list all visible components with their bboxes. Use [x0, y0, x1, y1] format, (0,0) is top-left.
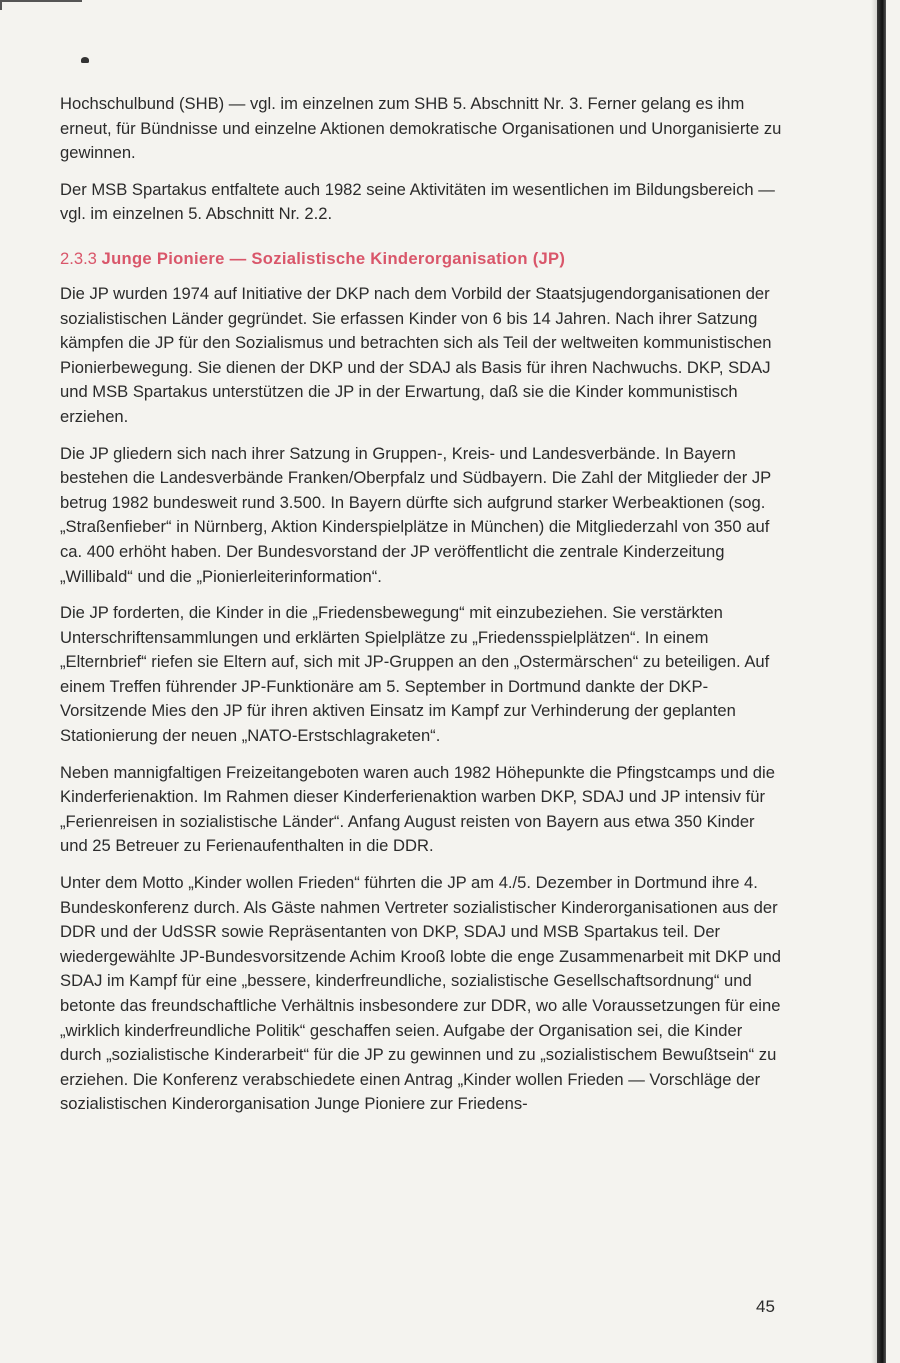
corner-mark: [0, 0, 82, 10]
paragraph-msb: Der MSB Spartakus entfaltete auch 1982 seine Aktivitäten im wesentlichen im Bildungsbereich — vgl. im einzelnen 5. Abschnitt Nr. 2.2.: [60, 179, 775, 224]
page-content: [60, 92, 782, 1129]
binding-edge: [877, 0, 886, 1363]
section-heading: [60, 247, 782, 271]
section-number: 2.3.3: [60, 248, 97, 268]
paragraph-peace-movement: Die JP forderten, die Kinder in die „Friedensbewegung“ mit einzubeziehen. Sie verstärkten Unterschriftensammlungen und erklärten Spielplätze zu „Friedensspielplätzen“. In einem „Elternbrief“ riefen sie Eltern auf, sich mit JP-Gruppen an den „Ostermärschen“ zu beteiligen. Auf einem Treffen führender JP-Funktionäre am 5. September in Dortmund dankte der DKP-Vorsitzende Mies den JP für ihren aktiven Einsatz im Kampf zur Verhinderung der geplanten Stationierung der neuen „NATO-Erstschlagraketen“.: [60, 603, 770, 746]
page-number: 45: [756, 1297, 775, 1316]
paragraph-shb: Hochschulbund (SHB) — vgl. im einzelnen zum SHB 5. Abschnitt Nr. 3. Ferner gelang es ihm erneut, für Bündnisse und einzelne Aktionen demokratische Organisationen und Unorganisierte zu gewinnen.: [60, 94, 782, 163]
paragraph-founding: Die JP wurden 1974 auf Initiative der DKP nach dem Vorbild der Staatsjugendorganisationen der sozialistischen Länder gegründet. Sie erfassen Kinder von 6 bis 14 Jahren. Nach ihrer Satzung kämpfen die JP für den Sozialismus und betrachten sich als Teil der weltweiten kommunistischen Pionierbewegung. Sie dienen der DKP und der SDAJ als Basis für ihren Nachwuchs. DKP, SDAJ und MSB Spartakus unterstützen die JP in der Erwartung, daß sie die Kinder kommunistisch erziehen.: [60, 283, 772, 426]
section-title: Junge Pioniere — Sozialistische Kinderorganisation (JP): [101, 248, 566, 268]
paragraph-leisure: Neben mannigfaltigen Freizeitangeboten waren auch 1982 Höhepunkte die Pfingstcamps und die Kinderferienaktion. Im Rahmen dieser Kinderferienaktion warben DKP, SDAJ und JP intensiv für „Ferienreisen in sozialistische Länder“. Anfang August reisten von Bayern aus etwa 350 Kinder und 25 Betreuer zu Ferienaufenthalten in die DDR.: [60, 762, 775, 856]
ink-speck: [81, 57, 89, 63]
paragraph-conference: Unter dem Motto „Kinder wollen Frieden“ führten die JP am 4./5. Dezember in Dortmund ihre 4. Bundeskonferenz durch. Als Gäste nahmen Vertreter sozialistischer Kinderorganisationen aus der DDR und der UdSSR sowie Repräsentanten von DKP, SDAJ und MSB Spartakus teil. Der wiedergewählte JP-Bundesvorsitzende Achim Krooß lobte die enge Zusammenarbeit mit DKP und SDAJ im Kampf für eine „bessere, kinderfreundliche, sozialistische Gesellschaftsordnung“ und betonte das freundschaftliche Verhältnis insbesondere zur DDR, wo alle Voraussetzungen für eine „wirklich kinderfreundliche Politik“ geschaffen seien. Aufgabe der Organisation sei, die Kinder durch „sozialistische Kinderarbeit“ für die JP zu gewinnen und zu „sozialistischem Bewußtsein“ zu erziehen. Die Konferenz verabschiedete einen Antrag „Kinder wollen Frieden — Vorschläge der sozialistischen Kinderorganisation Junge Pioniere zur Friedens-: [60, 873, 781, 1114]
paragraph-structure: Die JP gliedern sich nach ihrer Satzung in Gruppen-, Kreis- und Landesverbände. In Bayern bestehen die Landesverbände Franken/Oberpfalz und Südbayern. Die Zahl der Mitglieder der JP betrug 1982 bundesweit rund 3.500. In Bayern dürfte sich aufgrund starker Werbeaktionen (sog. „Straßenfieber“ in Nürnberg, Aktion Kinderspielplätze in München) die Mitgliederzahl von 350 auf ca. 400 erhöht haben. Der Bundesvorstand der JP veröffentlicht die zentrale Kinderzeitung „Willibald“ und die „Pionierleiterinformation“.: [60, 443, 771, 586]
